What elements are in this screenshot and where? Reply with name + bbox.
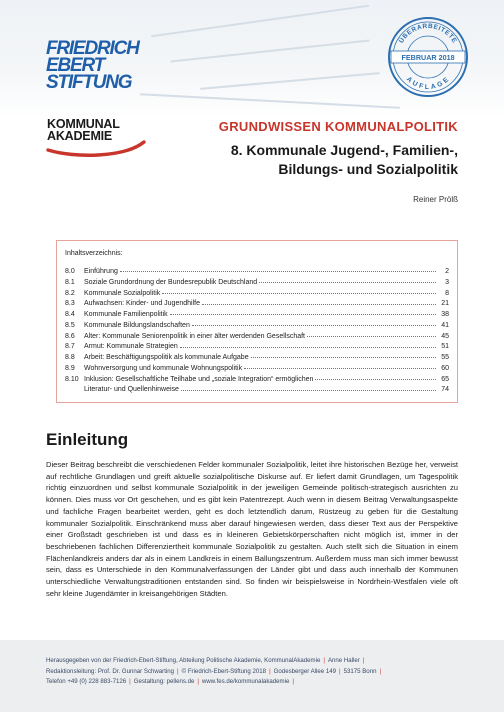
- toc-entry[interactable]: [65, 375, 449, 386]
- toc-entry-page: 55: [441, 354, 449, 361]
- toc-entry-title: Arbeit: Beschäftigungspolitik als kommunale Aufgabe: [84, 354, 249, 361]
- toc-entry[interactable]: [65, 364, 449, 375]
- toc-entry[interactable]: [65, 385, 449, 396]
- toc-entry-title: Soziale Grundordnung der Bundesrepublik Deutschland: [84, 278, 258, 286]
- toc-entry-number: 8.3: [65, 300, 75, 308]
- footer: [0, 640, 504, 712]
- footer-separator: |: [339, 667, 341, 675]
- stamp-top-text: ÜBERARBEITETE: [397, 22, 459, 45]
- toc-entry[interactable]: [65, 278, 449, 289]
- table-of-contents: [56, 240, 458, 403]
- toc-entry-number: 8.4: [65, 311, 75, 318]
- toc-entry-leader-dots: [170, 313, 436, 315]
- toc-entry-number: 8.2: [65, 289, 75, 297]
- toc-entry-page: 51: [441, 343, 449, 351]
- toc-entry-number: 8.8: [65, 354, 75, 361]
- toc-entry[interactable]: [65, 342, 449, 353]
- toc-entry-title: Kommunale Familienpolitik: [84, 311, 168, 318]
- toc-entry-page: 45: [441, 332, 449, 340]
- fes-logo-line-1: FRIEDRICH: [46, 38, 139, 59]
- toc-entry-number: 8.1: [65, 278, 75, 286]
- toc-entry[interactable]: [65, 289, 449, 300]
- toc-entry-leader-dots: [315, 378, 436, 380]
- footer-segment: Godesberger Allee 149: [273, 667, 337, 675]
- footer-separator: |: [292, 678, 294, 685]
- toc-entry-title: Inklusion: Gesellschaftliche Teilhabe und „soziale Integration“ ermöglichen: [84, 375, 314, 383]
- toc-entry[interactable]: [65, 332, 449, 343]
- document-title-line-2: Bildungs- und Sozialpolitik: [278, 161, 458, 177]
- footer-separator: |: [379, 667, 382, 675]
- toc-entry-number: 8.7: [65, 343, 75, 351]
- toc-entries: [65, 267, 449, 396]
- toc-entry-page: 21: [441, 300, 449, 308]
- toc-entry[interactable]: [65, 267, 449, 278]
- footer-segment: © Friedrich-Ebert-Stiftung 2018: [181, 667, 267, 675]
- toc-entry-title: Einführung: [84, 268, 118, 275]
- document-title-line-1: 8. Kommunale Jugend-, Familien-,: [230, 142, 458, 158]
- toc-entry-title: Armut: Kommunale Strategien: [84, 343, 178, 351]
- fes-logo-line-2: EBERT: [46, 55, 105, 76]
- toc-entry-title: Kommunale Sozialpolitik: [84, 289, 161, 297]
- footer-segment: Gestaltung: pellens.de: [133, 678, 195, 685]
- toc-entry-title: Aufwachsen: Kinder- und Jugendhilfe: [84, 300, 200, 308]
- toc-entry-leader-dots: [244, 367, 436, 369]
- toc-entry-leader-dots: [251, 356, 436, 358]
- footer-separator: |: [323, 657, 325, 664]
- toc-entry[interactable]: [65, 299, 449, 310]
- toc-entry-page: 60: [441, 364, 449, 372]
- toc-entry-page: 3: [445, 278, 449, 286]
- toc-entry-page: 38: [441, 311, 449, 318]
- toc-entry-leader-dots: [181, 389, 436, 391]
- toc-entry-title: Alter: Kommunale Seniorenpolitik in einer älter werdenden Gesellschaft: [84, 332, 306, 340]
- kommunal-akademie-logo-line-2: AKADEMIE: [47, 129, 113, 143]
- toc-entry-leader-dots: [202, 303, 436, 305]
- footer-separator: |: [197, 678, 199, 685]
- footer-line-2: [46, 667, 466, 678]
- fes-logo: [46, 40, 138, 91]
- toc-entry-leader-dots: [120, 270, 436, 272]
- revised-edition-stamp: [387, 16, 469, 98]
- toc-entry-number: 8.0: [65, 268, 75, 275]
- series-kicker: GRUNDWISSEN KOMMUNALPOLITIK: [218, 119, 458, 134]
- toc-entry-leader-dots: [192, 324, 436, 326]
- toc-entry-leader-dots: [259, 281, 436, 283]
- toc-entry-number: 8.9: [65, 364, 75, 372]
- footer-segment: Redaktionsleitung: Prof. Dr. Gunnar Schwarting: [46, 667, 175, 675]
- intro-paragraph: Dieser Beitrag beschreibt die verschiedenen Felder kommunaler Sozialpolitik, leitet ihre historischen Bezüge her, verweist auf rechtliche Grundlagen und greift aktuelle sozialpolitische Diskurse auf. Er liefert damit Grundlagen, um Tagespolitik richtig einzuordnen und selbst kommunale Sozialpolitik in der jeweiligen Gemeinde politisch-strategisch ausrichten zu können. Dies muss vor Ort geschehen, und es gibt kein Patentrezept. Auch wenn in diesem Beitrag Verwaltungsaspekte und fachliche Fragen bearbeitet werden, geht es doch letztendlich darum, Rüstzeug zu geben für die Gestaltung kommunaler Sozialpolitik. Einschränkend muss aber darauf hingewiesen werden, dass dieser Text aus der Perspektive einer Großstadt geschrieben ist und dass es in kleineren Gebietskörperschaften nicht möglich ist, immer in der beschriebenen fachlichen Differenziertheit kommunale Sozialpolitik zu gestalten. Auch stellt sich die Situation in einem Flächenlandkreis anders dar als in einem Landkreis in einem Ballungszentrum. Außerdem muss man sich immer bewusst sein, dass es Unterschiede in den Kommunalverfassungen der Länder gibt und dass auch innerhalb der Kommunen unterschiedliche Verwaltungstraditionen entstanden sind. So finden wir beispielsweise in Nordrhein-Westfalen viele oft sehr kleine Jugendämter in kreisangehörigen Städten.: [46, 460, 458, 598]
- toc-entry[interactable]: [65, 353, 449, 364]
- footer-line-3: [46, 677, 466, 688]
- document-title: [158, 141, 458, 179]
- footer-text: [46, 656, 466, 688]
- toc-entry-title: Kommunale Bildungslandschaften: [84, 321, 190, 329]
- toc-entry-number: 8.10: [65, 375, 79, 383]
- stamp-bottom-text: AUFLAGE: [404, 75, 452, 92]
- toc-entry-page: 8: [445, 289, 449, 297]
- footer-segment: Anne Haller: [327, 657, 360, 664]
- fes-logo-line-3: STIFTUNG: [46, 72, 132, 93]
- footer-line-1: [46, 656, 466, 667]
- footer-separator: |: [269, 667, 271, 675]
- toc-entry-title: Wohnversorgung und kommunale Wohnungspolitik: [84, 364, 243, 372]
- footer-separator: |: [177, 667, 179, 675]
- toc-entry[interactable]: [65, 310, 449, 321]
- toc-entry-leader-dots: [180, 346, 436, 348]
- toc-entry-leader-dots: [162, 292, 436, 294]
- toc-entry-number: 8.5: [65, 321, 75, 329]
- toc-entry-page: 2: [445, 268, 449, 275]
- toc-entry[interactable]: [65, 321, 449, 332]
- toc-label: Inhaltsverzeichnis:: [65, 250, 123, 257]
- toc-entry-page: 41: [441, 321, 449, 329]
- kommunal-akademie-logo-line-1: KOMMUNAL: [47, 117, 120, 131]
- kommunal-akademie-logo: [44, 114, 154, 158]
- toc-entry-title: Literatur- und Quellenhinweise: [84, 386, 179, 394]
- stamp-middle-text: FEBRUAR 2018: [401, 53, 455, 62]
- author-name: Reiner Prölß: [413, 195, 458, 204]
- toc-entry-leader-dots: [307, 335, 436, 337]
- footer-segment[interactable]: www.fes.de/kommunalakademie: [201, 678, 290, 685]
- footer-segment: Telefon +49 (0) 228 883-7126: [46, 678, 127, 685]
- footer-separator: |: [362, 657, 365, 664]
- footer-segment: 53175 Bonn: [343, 667, 377, 675]
- toc-entry-page: 74: [441, 386, 449, 394]
- footer-segment: Herausgegeben von der Friedrich-Ebert-Stiftung, Abteilung Politische Akademie, KommunalAkademie: [46, 657, 321, 664]
- footer-separator: |: [129, 678, 131, 685]
- toc-entry-page: 65: [441, 375, 449, 383]
- section-heading: Einleitung: [46, 430, 129, 449]
- toc-entry-number: 8.6: [65, 332, 75, 340]
